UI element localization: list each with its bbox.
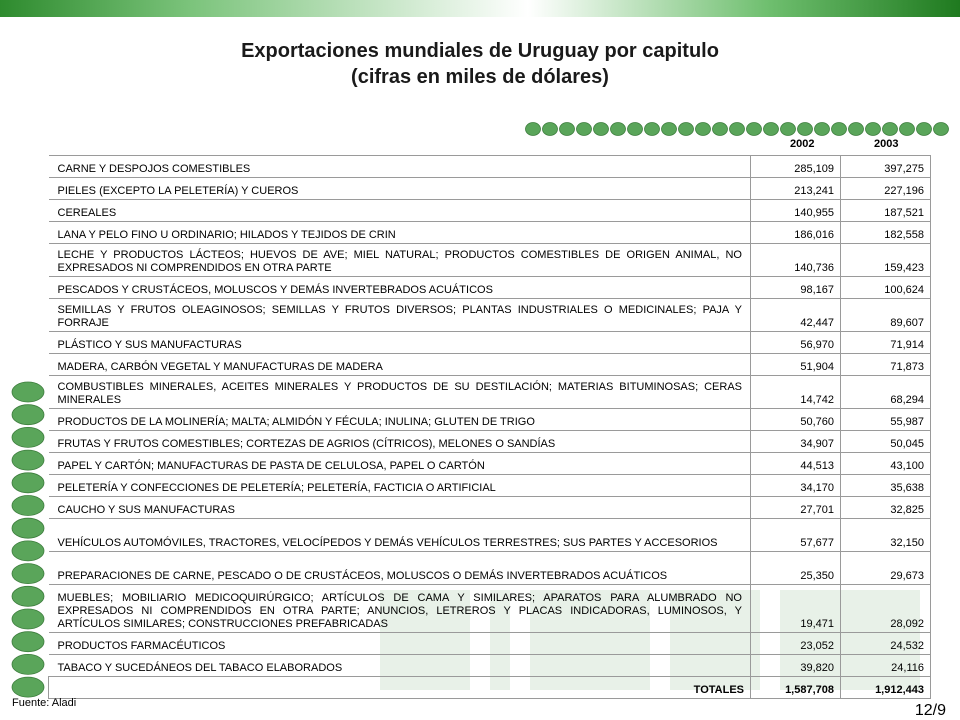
chapter-name: PESCADOS Y CRUSTÁCEOS, MOLUSCOS Y DEMÁS INVERTEBRADOS ACUÁTICOS: [49, 277, 751, 299]
value-2002: 50,760: [751, 409, 841, 431]
green-dot: [12, 586, 44, 606]
value-2003: 71,873: [841, 354, 931, 376]
chapter-name: PAPEL Y CARTÓN; MANUFACTURAS DE PASTA DE CELULOSA, PAPEL O CARTÓN: [49, 453, 751, 475]
table-row: [49, 222, 931, 244]
green-dot: [849, 123, 864, 136]
chapter-name: MADERA, CARBÓN VEGETAL Y MANUFACTURAS DE MADERA: [49, 354, 751, 376]
chapter-name: PELETERÍA Y CONFECCIONES DE PELETERÍA; PELETERÍA, FACTICIA O ARTIFICIAL: [49, 475, 751, 497]
green-dot: [12, 677, 44, 697]
value-2002: 213,241: [751, 178, 841, 200]
table-row: [49, 178, 931, 200]
table-row: [49, 244, 931, 277]
value-2003: 159,423: [841, 244, 931, 277]
value-2002: 27,701: [751, 497, 841, 519]
chapter-name: CEREALES: [49, 200, 751, 222]
value-2003: 35,638: [841, 475, 931, 497]
value-2003: 28,092: [841, 585, 931, 633]
value-2003: 32,825: [841, 497, 931, 519]
value-2002: 34,170: [751, 475, 841, 497]
value-2003: 43,100: [841, 453, 931, 475]
table-row: [49, 332, 931, 354]
value-2003: 50,045: [841, 431, 931, 453]
green-dot: [12, 541, 44, 561]
table-row: [49, 519, 931, 552]
table-row: [49, 633, 931, 655]
value-2002: 98,167: [751, 277, 841, 299]
value-2002: 56,970: [751, 332, 841, 354]
top-gradient-bar: [0, 0, 960, 17]
chapter-name: VEHÍCULOS AUTOMÓVILES, TRACTORES, VELOCÍPEDOS Y DEMÁS VEHÍCULOS TERRESTRES; SUS PARTES Y ACCESORIOS: [49, 519, 751, 552]
value-2003: 24,116: [841, 655, 931, 677]
green-dot: [781, 123, 796, 136]
decorative-dots-row: [525, 121, 955, 137]
green-dot: [12, 609, 44, 629]
green-dot: [12, 564, 44, 584]
green-dot: [730, 123, 745, 136]
chapter-name: PIELES (EXCEPTO LA PELETERÍA) Y CUEROS: [49, 178, 751, 200]
table-row: [49, 200, 931, 222]
table-row: [49, 354, 931, 376]
value-2003: 29,673: [841, 552, 931, 585]
value-2003: 397,275: [841, 156, 931, 178]
chapter-name: PREPARACIONES DE CARNE, PESCADO O DE CRUSTÁCEOS, MOLUSCOS O DEMÁS INVERTEBRADOS ACUÁTICOS: [49, 552, 751, 585]
total-2002: 1,587,708: [751, 677, 841, 699]
green-dot: [662, 123, 677, 136]
totals-row: [49, 677, 931, 699]
value-2003: 55,987: [841, 409, 931, 431]
chapter-name: CAUCHO Y SUS MANUFACTURAS: [49, 497, 751, 519]
green-dot: [764, 123, 779, 136]
chapter-name: CARNE Y DESPOJOS COMESTIBLES: [49, 156, 751, 178]
chapter-name: LANA Y PELO FINO U ORDINARIO; HILADOS Y TEJIDOS DE CRIN: [49, 222, 751, 244]
green-dot: [526, 123, 541, 136]
green-dot: [883, 123, 898, 136]
value-2002: 42,447: [751, 299, 841, 332]
table-row: [49, 156, 931, 178]
table-row: [49, 585, 931, 633]
value-2003: 182,558: [841, 222, 931, 244]
green-dot: [628, 123, 643, 136]
value-2003: 227,196: [841, 178, 931, 200]
page-title: [0, 38, 960, 90]
chapter-name: LECHE Y PRODUCTOS LÁCTEOS; HUEVOS DE AVE; MIEL NATURAL; PRODUCTOS COMESTIBLES DE ORIGEN ANIMAL, NO EXPRESADOS NI COMPRENDIDOS EN OTRA PARTE: [49, 244, 751, 277]
green-dot: [747, 123, 762, 136]
totals-label: TOTALES: [49, 677, 751, 699]
green-dot: [543, 123, 558, 136]
chapter-name: COMBUSTIBLES MINERALES, ACEITES MINERALES Y PRODUCTOS DE SU DESTILACIÓN; MATERIAS BITUMINOSAS; CERAS MINERALES: [49, 376, 751, 409]
table-row: [49, 431, 931, 453]
green-dot: [866, 123, 881, 136]
green-dot: [12, 473, 44, 493]
title-line-1: Exportaciones mundiales de Uruguay por capitulo: [241, 40, 719, 62]
value-2002: 186,016: [751, 222, 841, 244]
source-note: Fuente: Aladi: [12, 697, 77, 709]
green-dot: [934, 123, 949, 136]
green-dot: [798, 123, 813, 136]
table-row: [49, 475, 931, 497]
table-row: [49, 409, 931, 431]
total-2003: 1,912,443: [841, 677, 931, 699]
value-2002: 14,742: [751, 376, 841, 409]
green-dot: [12, 518, 44, 538]
green-dot: [12, 382, 44, 402]
green-dot: [679, 123, 694, 136]
year-header-2002: 2002: [790, 138, 815, 150]
value-2003: 100,624: [841, 277, 931, 299]
chapter-name: PLÁSTICO Y SUS MANUFACTURAS: [49, 332, 751, 354]
value-2002: 285,109: [751, 156, 841, 178]
value-2002: 25,350: [751, 552, 841, 585]
green-dot: [594, 123, 609, 136]
green-dot: [12, 405, 44, 425]
value-2002: 39,820: [751, 655, 841, 677]
chapter-name: TABACO Y SUCEDÁNEOS DEL TABACO ELABORADOS: [49, 655, 751, 677]
exports-table: [48, 155, 931, 699]
table-row: [49, 299, 931, 332]
value-2002: 23,052: [751, 633, 841, 655]
chapter-name: PRODUCTOS FARMACÉUTICOS: [49, 633, 751, 655]
green-dot: [12, 632, 44, 652]
green-dot: [645, 123, 660, 136]
table-row: [49, 453, 931, 475]
value-2003: 68,294: [841, 376, 931, 409]
value-2002: 57,677: [751, 519, 841, 552]
title-line-2: (cifras en miles de dólares): [351, 66, 609, 88]
green-dot: [713, 123, 728, 136]
green-dot: [577, 123, 592, 136]
page-number: 12/9: [914, 702, 946, 719]
chapter-name: PRODUCTOS DE LA MOLINERÍA; MALTA; ALMIDÓN Y FÉCULA; INULINA; GLUTEN DE TRIGO: [49, 409, 751, 431]
year-header-2003: 2003: [874, 138, 899, 150]
value-2002: 140,955: [751, 200, 841, 222]
green-dot: [12, 450, 44, 470]
green-dot: [917, 123, 932, 136]
value-2002: 140,736: [751, 244, 841, 277]
green-dot: [12, 427, 44, 447]
green-dot: [900, 123, 915, 136]
chapter-name: MUEBLES; MOBILIARIO MEDICOQUIRÚRGICO; ARTÍCULOS DE CAMA Y SIMILARES; APARATOS PARA ALUMBRADO NO EXPRESADOS NI COMPRENDIDOS EN OTRA PARTE; ANUNCIOS, LETREROS Y PLACAS INDICADORAS, LUMINOSOS, Y ARTÍCULOS SIMILARES; CONSTRUCCIONES PREFABRICADAS: [49, 585, 751, 633]
value-2002: 44,513: [751, 453, 841, 475]
value-2002: 19,471: [751, 585, 841, 633]
table-row: [49, 497, 931, 519]
table-row: [49, 376, 931, 409]
value-2002: 34,907: [751, 431, 841, 453]
value-2003: 187,521: [841, 200, 931, 222]
green-dot: [696, 123, 711, 136]
table-row: [49, 277, 931, 299]
value-2003: 24,532: [841, 633, 931, 655]
value-2002: 51,904: [751, 354, 841, 376]
green-dot: [560, 123, 575, 136]
green-dot: [12, 654, 44, 674]
green-dot: [815, 123, 830, 136]
green-dot: [611, 123, 626, 136]
value-2003: 32,150: [841, 519, 931, 552]
table-row: [49, 655, 931, 677]
green-dot: [12, 496, 44, 516]
chapter-name: FRUTAS Y FRUTOS COMESTIBLES; CORTEZAS DE AGRIOS (CÍTRICOS), MELONES O SANDÍAS: [49, 431, 751, 453]
green-dot: [832, 123, 847, 136]
table-row: [49, 552, 931, 585]
chapter-name: SEMILLAS Y FRUTOS OLEAGINOSOS; SEMILLAS Y FRUTOS DIVERSOS; PLANTAS INDUSTRIALES O MEDICINALES; PAJA Y FORRAJE: [49, 299, 751, 332]
value-2003: 71,914: [841, 332, 931, 354]
value-2003: 89,607: [841, 299, 931, 332]
decorative-dots-column: [10, 380, 46, 705]
